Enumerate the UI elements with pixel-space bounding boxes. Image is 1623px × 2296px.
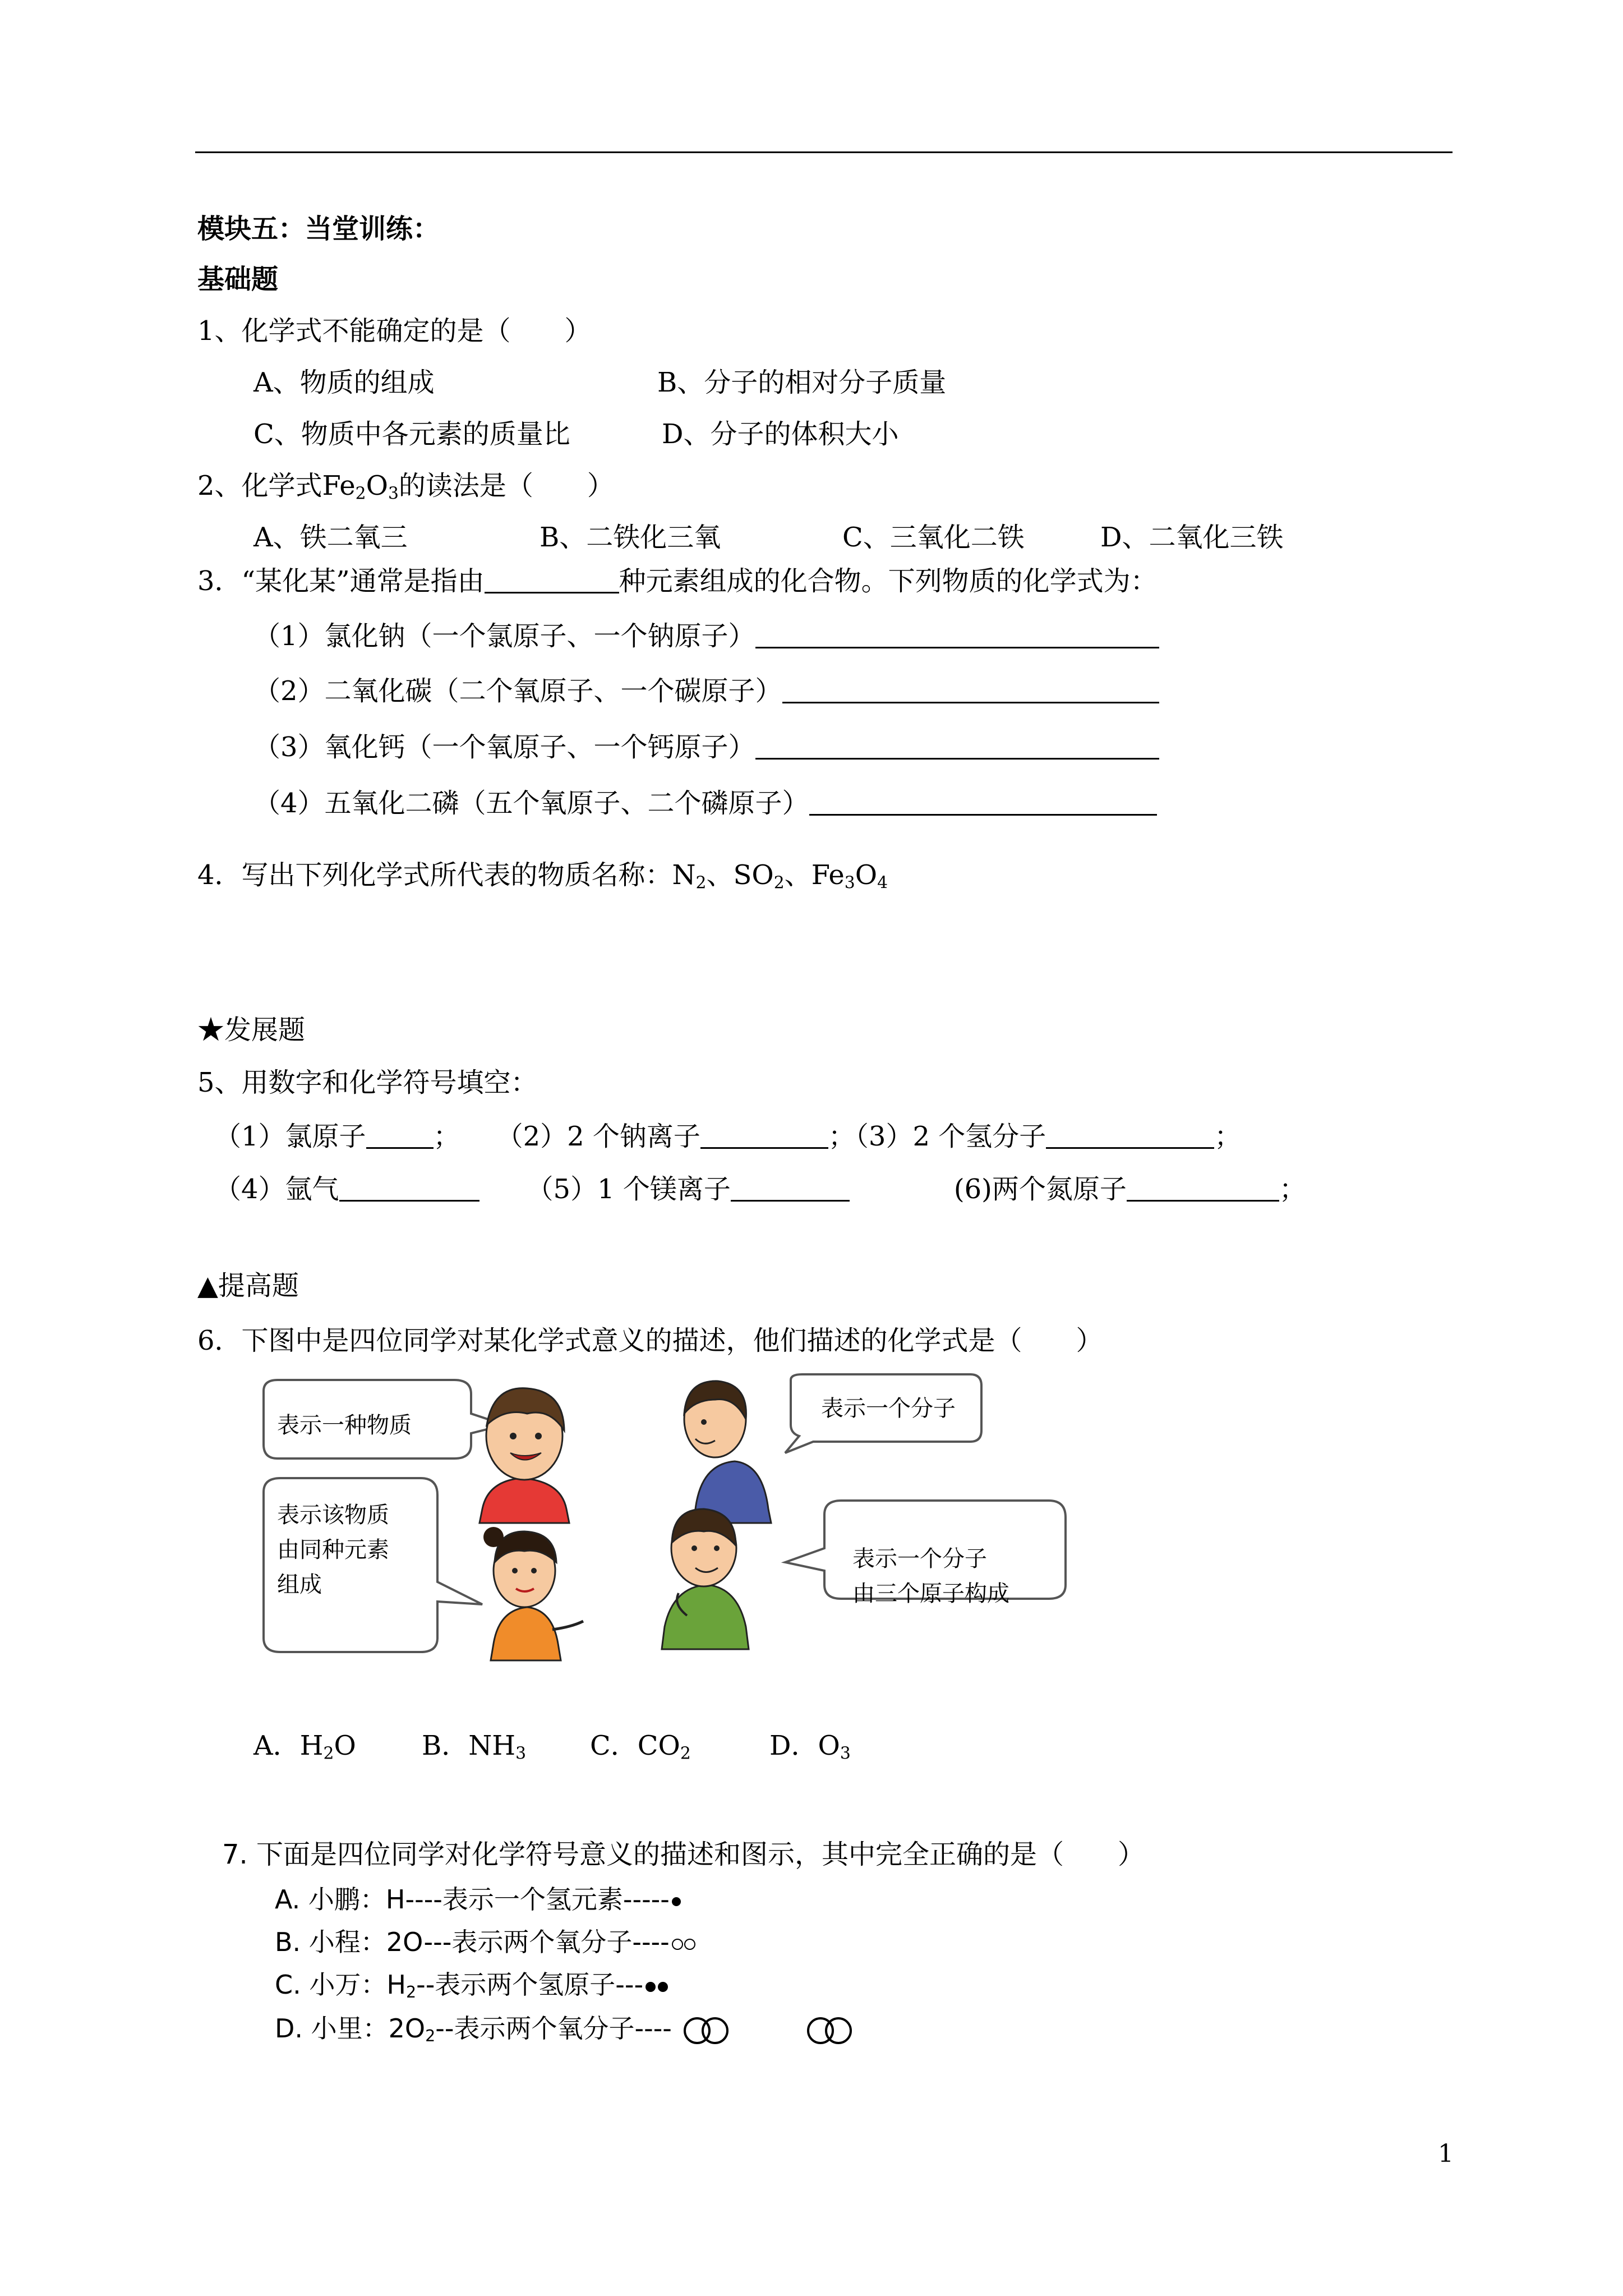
q5-blank-2[interactable] [700, 1122, 828, 1149]
man-blue-shirt-icon [684, 1381, 771, 1523]
page-number: 1 [1438, 2139, 1454, 2168]
q3-answer-3[interactable] [755, 733, 1159, 760]
section-heading-advanced: ▲提高题 [197, 1270, 299, 1301]
q7-option-a: A. 小鹏：H----表示一个氢元素----- [275, 1883, 681, 1916]
q1-stem: 1、化学式不能确定的是（ ） [197, 315, 592, 347]
two-small-circles-icon [672, 1939, 683, 1950]
q2-stem: 2、化学式$Fe_2O_3$的读法是（ ） [197, 470, 614, 504]
oxygen-molecule-pair-icon [680, 2014, 865, 2047]
q7-option-c: C. 小万：$H_2--$表示两个氢原子--- [275, 1968, 668, 2001]
bubble-3-text: 表示该物质 由同种元素 组成 [277, 1502, 389, 1598]
q1-option-d: D、分子的体积大小 [662, 418, 899, 450]
boy-red-shirt-icon [479, 1388, 569, 1523]
q3-answer-4[interactable] [809, 789, 1157, 816]
q3-answer-2[interactable] [782, 677, 1159, 703]
q5-blank-5[interactable] [731, 1175, 850, 1202]
q6-option-b: B．$NH_3$ [422, 1730, 527, 1764]
girl-orange-shirt-icon [483, 1527, 583, 1660]
two-filled-circles-icon [645, 1982, 656, 1992]
q6-option-d: D．$O_3$ [769, 1730, 851, 1764]
q1-option-b: B、分子的相对分子质量 [657, 367, 947, 398]
q5-blank-3[interactable] [1046, 1122, 1214, 1149]
bubble-1-text: 表示一种物质 [277, 1412, 412, 1438]
q7-option-b: B. 小程：2O---表示两个氧分子---- [275, 1925, 695, 1959]
q3-item-2: （2）二氧化碳（二个氧原子、一个碳原子） [253, 674, 1159, 708]
q5-blank-1[interactable] [366, 1122, 434, 1149]
header-rule [195, 151, 1453, 153]
q4-stem: 4．写出下列化学式所代表的物质名称：$N_2$、$SO_2$、$Fe_3O_4$ [197, 859, 888, 893]
q6-option-c: C．$CO_2$ [590, 1730, 691, 1764]
q3-blank[interactable] [485, 567, 619, 593]
q7-option-d: D. 小里：$2O_2--$表示两个氧分子---- [275, 2012, 865, 2047]
q2-option-c: C、三氧化二铁 [842, 522, 1025, 553]
q6-stem: 6．下图中是四位同学对某化学式意义的描述，他们描述的化学式是（ ） [197, 1325, 1103, 1356]
q5-stem: 5、用数字和化学符号填空： [197, 1067, 538, 1098]
module-title: 模块五：当堂训练： [197, 213, 440, 245]
q3-answer-1[interactable] [755, 622, 1159, 648]
q3-item-4: （4）五氧化二磷（五个氧原子、二个磷原子） [253, 786, 1157, 820]
section-heading-basic: 基础题 [197, 264, 279, 295]
section-heading-development: ★发展题 [197, 1014, 306, 1046]
q3-item-3: （3）氧化钙（一个氧原子、一个钙原子） [253, 730, 1159, 764]
filled-circle-icon [672, 1897, 681, 1906]
q6-option-a: A．$H_2O$ [253, 1730, 356, 1764]
q5-row-1: （1）氯原子 ； （2）2 个钠离子 ；（3）2 个氢分子 ； [214, 1121, 1242, 1152]
q3-stem: 3．“某化某”通常是指由 种元素组成的化合物。下列物质的化学式为： [197, 565, 1158, 597]
q2-option-d: D、二氧化三铁 [1100, 522, 1284, 553]
q5-row-2: （4）氩气 （5）1 个镁离子 (6)两个氮原子 ； [214, 1174, 1306, 1205]
q2-option-b: B、二铁化三氧 [540, 522, 721, 553]
q1-option-a: A、物质的组成 [253, 367, 435, 398]
q5-blank-4[interactable] [339, 1175, 479, 1202]
boy-green-shirt-icon [662, 1509, 749, 1649]
q1-option-c: C、物质中各元素的质量比 [253, 418, 570, 450]
q2-option-a: A、铁二氧三 [253, 522, 408, 553]
q3-item-1: （1）氯化钠（一个氯原子、一个钠原子） [253, 619, 1159, 653]
q5-blank-6[interactable] [1127, 1175, 1279, 1202]
bubble-2-text: 表示一个分子 [821, 1396, 956, 1421]
bubble-4-text: 表示一个分子 由三个原子构成 [852, 1546, 1009, 1607]
q7-stem: 7. 下面是四位同学对化学符号意义的描述和图示，其中完全正确的是（ ） [222, 1839, 1145, 1870]
